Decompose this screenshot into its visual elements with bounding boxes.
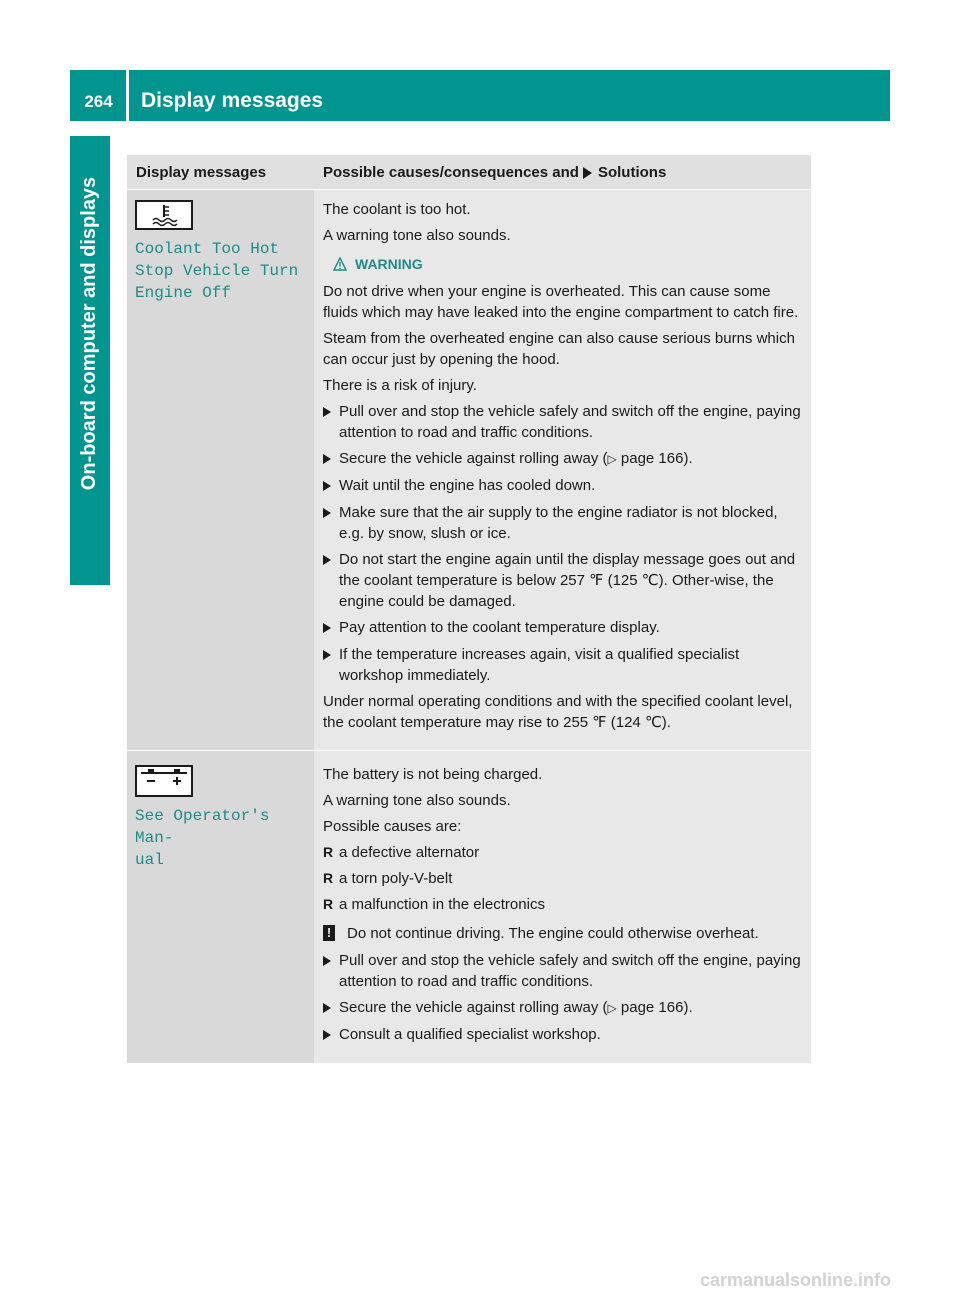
step-arrow-icon [323,481,331,491]
page-ref-icon: ▷ [607,452,617,466]
page-ref-icon: ▷ [607,1001,617,1015]
step-item: Pay attention to the coolant temperature display. [323,617,803,639]
step-arrow-icon [323,454,331,464]
step-item: Secure the vehicle against rolling away (▷ page 166). [323,997,803,1019]
bullet-item: R a defective alternator [323,844,480,861]
header-display-messages: Display messages [127,155,314,189]
step-item: Pull over and stop the vehicle safely and switch off the engine, paying attention to road and traffic conditions. [323,950,803,992]
cause-text: A warning tone also sounds. [323,792,511,809]
causes-cell [314,751,811,1063]
display-message-cell [127,190,314,750]
table-row [127,190,811,751]
cause-text: The coolant is too hot. [323,201,471,218]
header-causes [314,155,811,189]
cause-text: A warning tone also sounds. [323,227,511,244]
page-number: 264 [84,92,113,111]
battery-icon [135,765,193,797]
bullet-item: R a torn poly-V-belt [323,870,453,887]
bullet-item: R a malfunction in the electronics [323,896,545,913]
table-row [127,751,811,1064]
warning-text: There is a risk of injury. [323,377,477,394]
step-item: Wait until the engine has cooled down. [323,475,803,497]
step-item: If the temperature increases again, visit a qualified specialist workshop immediately. [323,644,803,686]
exclamation-icon: ! [323,925,335,941]
watermark: carmanualsonline.info [699,1270,891,1290]
bullet-icon: R [323,870,334,886]
step-arrow-icon [323,1030,331,1040]
coolant-temperature-icon [135,200,193,230]
step-arrow-icon [323,623,331,633]
warning-text: Steam from the overheated engine can also cause serious burns which can occur just by opening the hood. [323,330,795,368]
side-tab-label: On-board computer and displays [78,176,101,491]
step-arrow-icon [323,508,331,518]
caution-note: ! Do not continue driving. The engine could otherwise overheat. [323,923,803,944]
step-arrow-icon [323,956,331,966]
causes-cell [314,190,811,750]
bullet-icon: R [323,844,334,860]
step-arrow-icon [323,1003,331,1013]
step-item: Consult a qualified specialist workshop. [323,1024,803,1046]
step-item: Secure the vehicle against rolling away (▷ page 166). [323,448,803,470]
display-message-text: See Operator's Man‐ ual [135,807,270,869]
warning-label: WARNING [355,256,423,272]
solutions-arrow-icon [583,167,592,179]
step-arrow-icon [323,650,331,660]
display-message-cell [127,751,314,1063]
page-reference-link[interactable]: page 166). [620,450,693,467]
cause-text: Possible causes are: [323,818,462,835]
page-reference-link[interactable]: page 166). [620,999,693,1016]
cause-text: The battery is not being charged. [323,766,543,783]
step-item: Make sure that the air supply to the engine radiator is not blocked, e.g. by snow, slush or ice. [323,502,803,544]
warning-triangle-icon [333,257,347,271]
table-header-row [127,155,811,190]
warning-heading [333,256,803,272]
messages-table [127,155,811,1064]
bullet-icon: R [323,896,334,912]
warning-text: Do not drive when your engine is overheated. This can cause some fluids which may have leaked into the engine compartment to catch fire. [323,283,799,321]
step-item: Pull over and stop the vehicle safely and switch off the engine, paying attention to road and traffic conditions. [323,401,803,443]
closing-text: Under normal operating conditions and with the specified coolant level, the coolant temperature may rise to 255 ℉ (124 ℃). [323,693,793,731]
display-message-text: Coolant Too Hot Stop Vehicle Turn Engine Off [135,240,299,302]
step-arrow-icon [323,407,331,417]
header-divider [126,70,129,121]
side-tab-label-wrap [70,136,110,531]
step-item: Do not start the engine again until the display message goes out and the coolant temperature is below 257 ℉ (125 ℃). Other-wise, the engine could be damaged. [323,549,803,612]
header-solutions-label: Solutions [597,164,667,181]
header-causes-label: Possible causes/consequences and [323,164,579,181]
page-title: Display messages [141,89,324,112]
step-arrow-icon [323,555,331,565]
